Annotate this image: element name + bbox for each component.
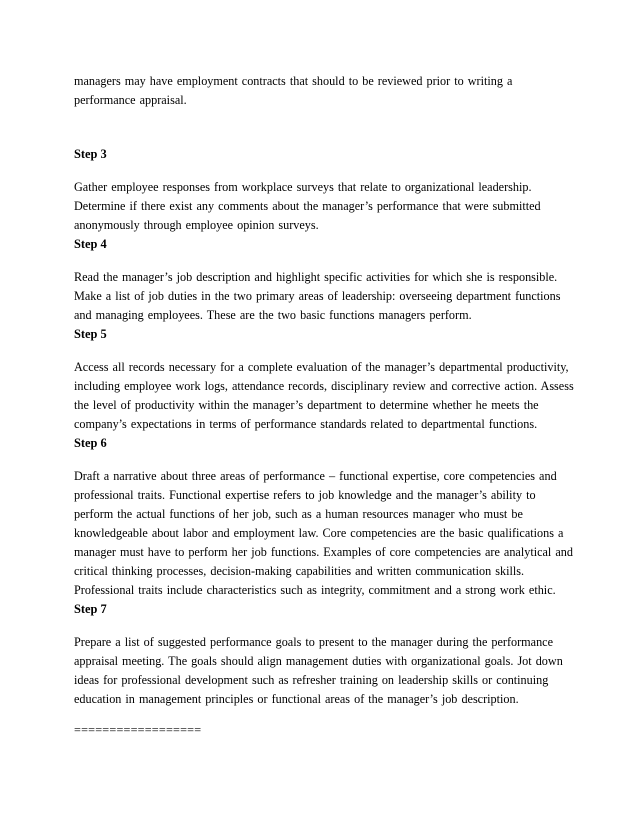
spacer xyxy=(74,110,574,145)
step-6-text: Draft a narrative about three areas of performance – functional expertise, core competencies and professional traits. Functional expertise refers to job knowledge and the manager’s ability to perform the actual functions of her job, such as a human resources manager who must be knowledgeable about labor and employment law. Core competencies are the basic qualifications a manager must have to perform her job functions. Examples of core competencies are analytical and critical thinking processes, decision-making capabilities and written communication skills. Professional traits include characteristics such as integrity, commitment and a strong work ethic. xyxy=(74,469,573,597)
step-7-heading: Step 7 xyxy=(74,602,107,616)
spacer xyxy=(74,164,574,178)
separator-line: ================== xyxy=(74,723,202,737)
step-6-heading: Step 6 xyxy=(74,436,107,450)
step-4-text: Read the manager’s job description and highlight specific activities for which she is responsible. Make a list of job duties in the two primary areas of leadership: overseeing department functions and managing employees. These are the two basic functions managers perform. xyxy=(74,270,561,322)
spacer xyxy=(74,344,574,358)
spacer xyxy=(74,453,574,467)
step-3-text: Gather employee responses from workplace surveys that relate to organizational leadership. Determine if there exist any comments about the manager’s performance that were submitted anonymously through employee opinion surveys. xyxy=(74,180,541,232)
step-5-text: Access all records necessary for a complete evaluation of the manager’s departmental productivity, including employee work logs, attendance records, disciplinary review and corrective action. Assess the level of productivity within the manager’s department to determine whether he meets the company’s expectations in terms of performance standards related to departmental functions. xyxy=(74,360,574,431)
step-7-text: Prepare a list of suggested performance goals to present to the manager during the performance appraisal meeting. The goals should align management duties with organizational goals. Jot down ideas for professional development such as refresher training on leadership skills or continuing education in management principles or functional areas of the manager’s job description. xyxy=(74,635,563,706)
step-4-heading: Step 4 xyxy=(74,237,107,251)
intro-paragraph: managers may have employment contracts that should to be reviewed prior to writing a performance appraisal. xyxy=(74,74,513,107)
spacer xyxy=(74,619,574,633)
document-page xyxy=(74,72,574,740)
spacer xyxy=(74,709,574,721)
spacer xyxy=(74,254,574,268)
step-5-heading: Step 5 xyxy=(74,327,107,341)
step-3-heading: Step 3 xyxy=(74,147,107,161)
